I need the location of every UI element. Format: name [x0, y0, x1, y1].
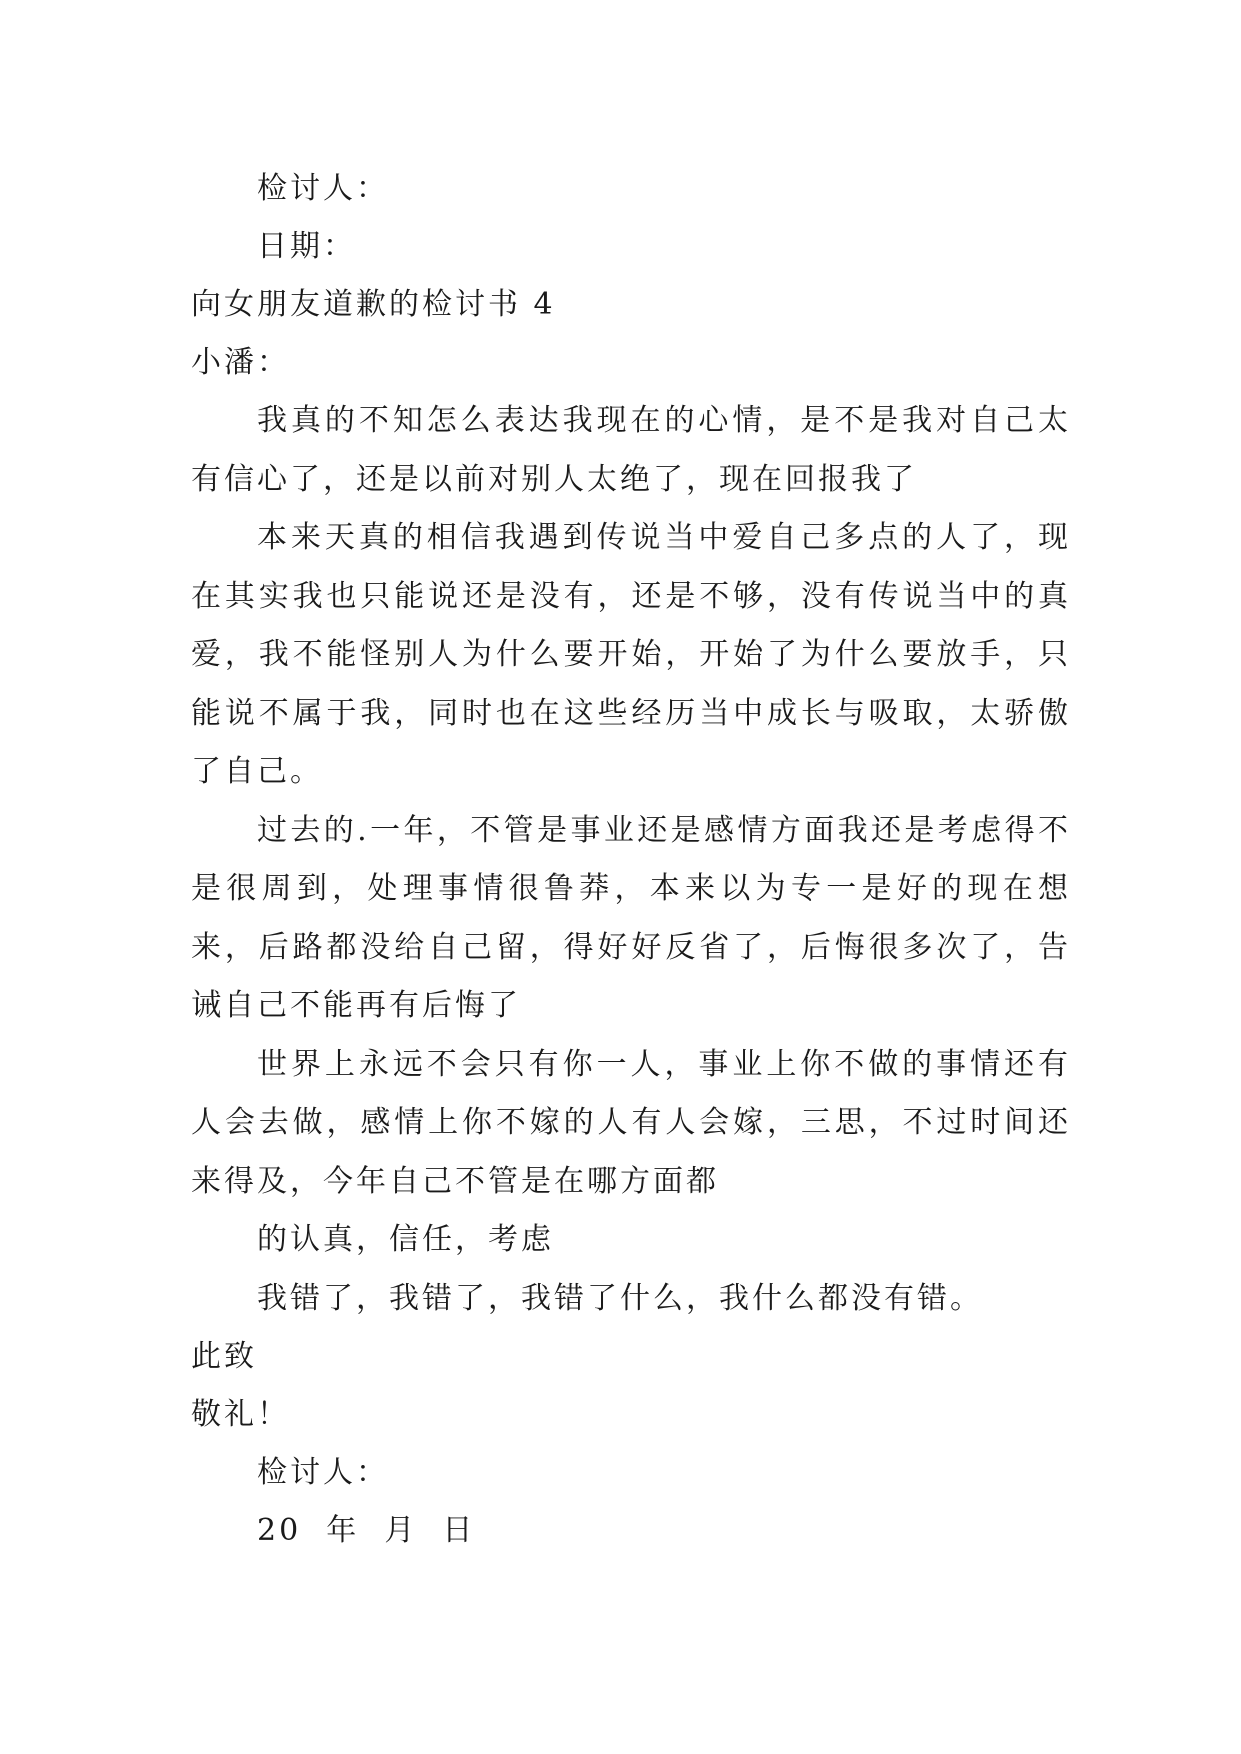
paragraph-2: 本来天真的相信我遇到传说当中爱自己多点的人了，现在其实我也只能说还是没有，还是不够，没有传说当中的真爱，我不能怪别人为什么要开始，开始了为什么要放手，只能说不属于我，同时也在这些经历当中成长与吸取，太骄傲了自己。	[191, 520, 1071, 789]
paragraph-6: 我错了，我错了，我错了什么，我什么都没有错。	[257, 1280, 983, 1316]
letter-salutation: 小潘：	[191, 345, 290, 380]
document-body	[191, 160, 1071, 1560]
paragraph-4: 世界上永远不会只有你一人，事业上你不做的事情还有人会去做，感情上你不嫁的人有人会嫁，三思，不过时间还来得及，今年自己不管是在哪方面都	[191, 1046, 1071, 1199]
bottom-reviewer-label: 检讨人：	[257, 1455, 389, 1490]
closing-line-1: 此致	[191, 1339, 257, 1374]
closing-line-2: 敬礼！	[191, 1397, 290, 1432]
paragraph-3: 过去的.一年，不管是事业还是感情方面我还是考虑得不是很周到，处理事情很鲁莽，本来以为专一是好的现在想来，后路都没给自己留，得好好反省了，后悔很多次了，告诫自己不能再有后悔了	[191, 812, 1071, 1023]
paragraph-5: 的认真，信任，考虑	[257, 1222, 554, 1257]
bottom-date-line: 20 年 月 日	[257, 1513, 476, 1548]
top-reviewer-label: 检讨人：	[257, 171, 389, 206]
top-date-label: 日期：	[257, 229, 356, 264]
letter-title: 向女朋友道歉的检讨书 4	[191, 287, 556, 322]
paragraph-1: 我真的不知怎么表达我现在的心情，是不是我对自己太有信心了，还是以前对别人太绝了，现在回报我了	[191, 403, 1071, 497]
